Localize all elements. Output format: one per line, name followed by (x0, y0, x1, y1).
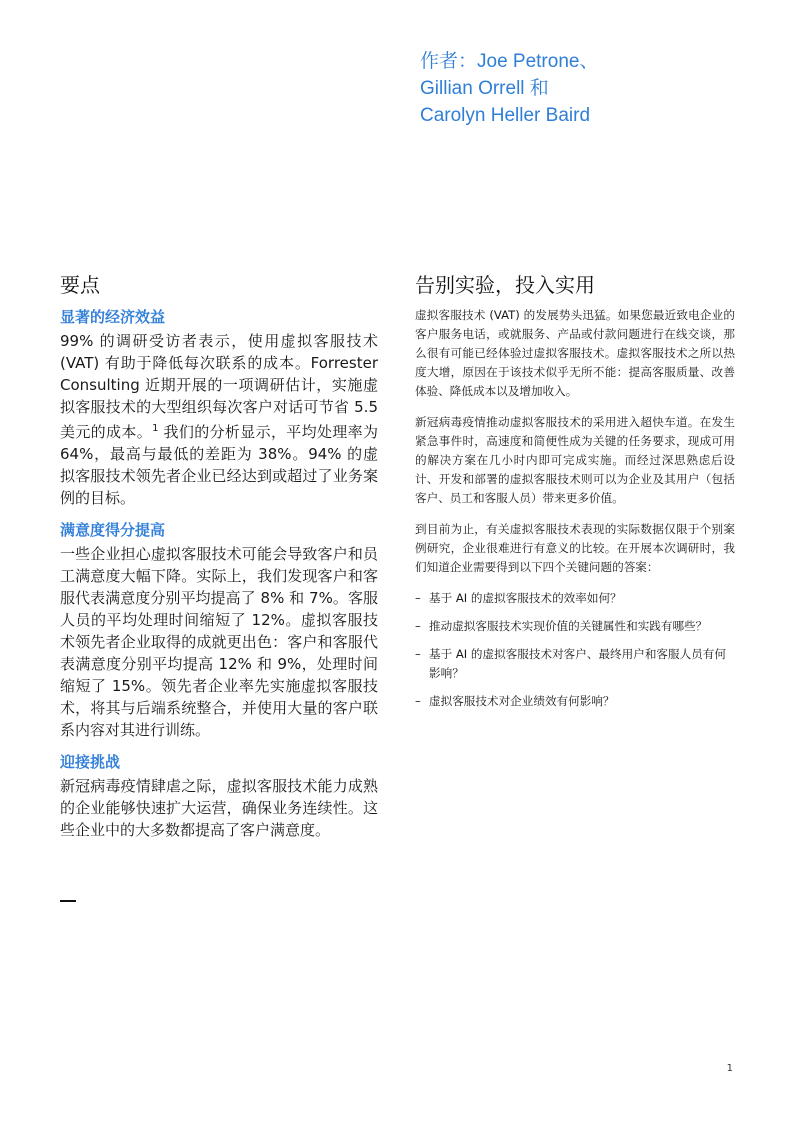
section-title-challenges: 迎接挑战 (60, 753, 121, 771)
page-number: 1 (726, 1063, 733, 1074)
author-byline (420, 48, 750, 129)
article-paragraph: 新冠病毒疫情推动虚拟客服技术的采用进入超快车道。在发生紧急事件时，高速度和简便性成为关键的任务要求，现成可用的解决方案在几小时内即可完成实施。而经过深思熟虑后设计、开发和部署的虚拟客服技术则可以为企业及其用户（包括客户、员工和客服人员）带来更多价值。 (415, 415, 735, 505)
question-text: 虚拟客服技术对企业绩效有何影响？ (429, 694, 615, 708)
dash-bullet: – (415, 619, 421, 633)
dash-bullet: – (415, 694, 421, 708)
section-end-rule (60, 900, 76, 902)
question-text: 推动虚拟客服技术实现价值的关键属性和实践有哪些？ (429, 619, 708, 633)
section-body-economic-benefits (60, 330, 378, 509)
dash-bullet: – (415, 591, 421, 605)
article-paragraph: 到目前为止，有关虚拟客服技术表现的实际数据仅限于个别案例研究，企业很难进行有意义的比较。在开展本次调研时，我们知道企业需要得到以下四个关键问题的答案： (415, 522, 735, 574)
author-line-2: Gillian Orrell 和 (420, 78, 549, 99)
article-paragraph: 虚拟客服技术 (VAT) 的发展势头迅猛。如果您最近致电企业的客户服务电话，或就服务、产品或付款问题进行在线交谈，那么很有可能已经体验过虚拟客服技术。虚拟客服技术之所以热度大增，原因在于该技术似乎无所不能：提高客服质量、改善体验、降低成本以及增加收入。 (415, 308, 735, 398)
list-item (415, 617, 735, 636)
list-item (415, 692, 735, 711)
key-points-column (60, 272, 378, 851)
list-item (415, 589, 735, 608)
section-title-satisfaction: 满意度得分提高 (60, 521, 166, 539)
question-text: 基于 AI 的虚拟客服技术对客户、最终用户和客服人员有何影响？ (429, 647, 726, 680)
section-title-economic-benefits: 显著的经济效益 (60, 308, 166, 326)
key-questions-list (415, 589, 735, 711)
footnote-marker[interactable]: 1 (152, 423, 159, 434)
author-line-3: Carolyn Heller Baird (420, 105, 591, 126)
economic-benefits-text-1: 99% 的调研受访者表示，使用虚拟客服技术 (VAT) 有助于降低每次联系的成本。Forrester Consulting 近期开展的一项调研估计，实施虚拟客服技术的大型组织每次客户对话可节省 5.5 美元的成本。 (60, 332, 378, 441)
question-text: 基于 AI 的虚拟客服技术的效率如何？ (429, 591, 622, 605)
economic-benefits-text-2: 我们的分析显示，平均处理率为 64%，最高与最低的差距为 38%。94% 的虚拟客服技术领先者企业已经达到或超过了业务案例的目标。 (60, 423, 378, 507)
main-article-column (415, 272, 735, 720)
list-item (415, 645, 735, 683)
article-heading: 告别实验，投入实用 (415, 273, 595, 297)
dash-bullet: – (415, 647, 421, 661)
key-points-heading: 要点 (60, 273, 100, 297)
section-body-satisfaction: 一些企业担心虚拟客服技术可能会导致客户和员工满意度大幅下降。实际上，我们发现客户和客服代表满意度分别平均提高了 8% 和 7%。客服人员的平均处理时间缩短了 12%。虚拟客服技术领先者企业取得的成就更出色：客户和客服代表满意度分别平均提高 12% 和 9%，处理时间缩短了 15%。领先者企业率先实施虚拟客服技术，将其与后端系统整合，并使用大量的客户联系内容对其进行训练。 (60, 545, 378, 739)
section-body-challenges: 新冠病毒疫情肆虐之际，虚拟客服技术能力成熟的企业能够快速扩大运营，确保业务连续性。这些企业中的大多数都提高了客户满意度。 (60, 777, 378, 839)
author-line-1: 作者：Joe Petrone、 (420, 51, 599, 72)
